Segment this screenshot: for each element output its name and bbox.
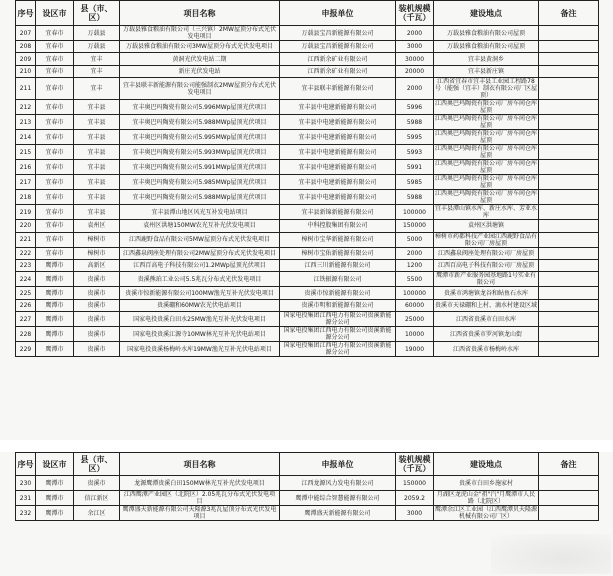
table-cell: 224: [16, 272, 36, 287]
table-cell: 江西鹰潭产业园区（北院区）2.05兆瓦分布式光伏发电项目: [120, 491, 280, 506]
header-cell: 县（市、区）: [74, 1, 120, 26]
table-cell: [539, 272, 599, 287]
table-cell: 宜丰县中电建新能源有限公司: [280, 130, 396, 145]
table-cell: 江西三川新能源有限公司: [280, 259, 396, 271]
table-cell: 万载县宝昌新能源有限公司: [280, 41, 396, 53]
table-cell: 江西奥巴玛陶瓷有限公司厂房车间仓库屋顶: [435, 115, 538, 130]
table-row: [16, 272, 599, 287]
table-cell: 鹰潭市新产业服务园基地路1号实业有限公司: [434, 272, 539, 287]
table-cell: 贵溪市: [74, 287, 120, 299]
table-cell: 宜春市: [36, 78, 74, 100]
table-cell: [539, 259, 599, 271]
table-cell: 袁州区: [74, 220, 120, 232]
table-cell: 宜丰县中电建新能源有限公司: [280, 145, 396, 160]
table-row: [16, 41, 599, 53]
table-cell: 宜春市: [36, 160, 74, 175]
table-cell: 宜丰: [74, 53, 120, 65]
table-cell: 江西奥巴玛陶瓷有限公司厂房车间仓库屋顶: [435, 175, 538, 190]
table-cell: 150000: [396, 476, 434, 491]
table-cell: 宜春市: [36, 115, 74, 130]
table-cell: 宜丰奥巴玛陶瓷有限公司5.991MWp屋顶光伏项目: [120, 160, 280, 175]
table-cell: 宜丰县中电建新能源有限公司: [280, 100, 396, 115]
table-cell: 30000: [396, 53, 434, 65]
table-row: [16, 247, 599, 259]
table-cell: 宜春市: [36, 145, 74, 160]
table-cell: 5988: [396, 115, 434, 130]
table-cell: 鹰潭盛天新能源有限公司: [280, 506, 396, 521]
table-cell: 龙源鹰潭贵溪白田150MW林光互补光伏发电项目: [120, 476, 280, 491]
table-cell: 宜丰: [74, 78, 120, 100]
table-cell: [539, 476, 599, 491]
table-cell: 江西百高电子科技有限公司1.2MWp屋顶光伏项目: [120, 259, 280, 271]
table-cell: 225: [16, 287, 36, 299]
table-cell: 贵溪市: [74, 272, 120, 287]
table-cell: 樟树市: [74, 232, 120, 247]
table-cell: 211: [16, 78, 36, 100]
table-row: [16, 78, 599, 100]
table-cell: 宜丰县新锦新能源有限公司: [280, 205, 396, 220]
table-cell: 贵溪市明和新能源有限公司: [280, 299, 396, 311]
table-cell: 19000: [396, 342, 434, 357]
table-cell: 宜丰县联丰新能源有限公司能强制衣2MW屋顶分布式光伏发电项目: [120, 78, 280, 100]
table-cell: 宜丰县潭山镇水库、新庄水库、芳亚水库: [435, 205, 538, 220]
table-cell: 宜丰县黄洞乡: [434, 53, 539, 65]
header-cell: 建设地点: [434, 1, 539, 26]
table-cell: 贵溪市惊新能源有限公司: [280, 287, 396, 299]
table-cell: [539, 342, 599, 357]
table-cell: 宜丰奥巴玛陶瓷有限公司5.996MWp屋顶光伏项目: [120, 100, 280, 115]
table-cell: 万载县宝昌新能源有限公司: [280, 26, 396, 41]
header-cell: 序号: [16, 453, 36, 476]
table-cell: 2000: [396, 247, 434, 259]
table-cell: 樟树市: [74, 247, 120, 259]
table-cell: [539, 53, 599, 65]
table-cell: 袁州区洪塘镇: [434, 220, 539, 232]
table-cell: [539, 232, 599, 247]
table-cell: 220: [16, 220, 36, 232]
table-cell: 月湖区龙虎山金"祖"汽"月鹰潭市人民路（北院区）: [434, 491, 539, 506]
table-cell: 江西新余矿业有限公司: [280, 65, 396, 77]
table-cell: 江西省宜春市宜丰县工业园工程路78号（能强（宜丰）制衣有限公司厂区屋顶）: [435, 78, 538, 100]
table-cell: 2059.2: [396, 491, 434, 506]
table-header-row: [16, 1, 599, 26]
table-cell: 宜春市: [36, 130, 74, 145]
table-cell: 宜丰奥巴玛陶瓷有限公司5.995MWp屋顶光伏项目: [120, 130, 280, 145]
table-cell: 宜春市: [36, 247, 74, 259]
table-cell: 江西省贵溪市白田水库: [434, 312, 539, 327]
table-row: [16, 130, 599, 145]
table-cell: 宜春市: [36, 232, 74, 247]
table-cell: 223: [16, 259, 36, 271]
table-cell: 宜丰县: [74, 190, 120, 205]
table-cell: 万载县雅食粮油有限公司屋顶: [434, 26, 539, 41]
table-cell: 2000: [396, 78, 434, 100]
table-row: [16, 312, 599, 327]
table-cell: [539, 175, 599, 190]
table-cell: 宜丰县中电建新能源有限公司: [280, 175, 396, 190]
table-cell: 227: [16, 312, 36, 327]
table-cell: 鹰潭市: [36, 476, 74, 491]
table-row: [16, 205, 599, 220]
table-cell: 国家电投集团江西电力有限公司贵溪新能源分公司: [280, 327, 396, 342]
table-cell: 5988: [396, 190, 434, 205]
header-cell: 设区市: [36, 1, 74, 26]
table-cell: 鹰潭市: [36, 272, 74, 287]
table-cell: 215: [16, 145, 36, 160]
table-cell: 2000: [396, 26, 434, 41]
table-cell: 江铁振源有限公司: [280, 272, 396, 287]
table-cell: 宜春市: [36, 65, 74, 77]
table-row: [16, 232, 599, 247]
table-cell: [539, 247, 599, 259]
table-cell: 信江新区: [74, 491, 120, 506]
header-cell: 备注: [539, 453, 599, 476]
table-cell: 江西新余矿业有限公司: [280, 53, 396, 65]
table-cell: 宜丰县: [74, 160, 120, 175]
header-cell: 建设地点: [434, 453, 539, 476]
header-cell: 设区市: [36, 453, 74, 476]
table-cell: [539, 78, 599, 100]
table-row: [16, 287, 599, 299]
table-row: [16, 115, 599, 130]
table-cell: 宜春市: [36, 190, 74, 205]
table-cell: 鹰潭余江区工业园（江西鹰潭贝天隆源机械有限公司厂区）: [435, 506, 538, 520]
header-cell: 装机规模（千瓦）: [396, 1, 434, 26]
table-cell: 232: [16, 506, 36, 521]
table-cell: 江西奥巴玛陶瓷有限公司厂房车间仓库屋顶: [435, 145, 538, 160]
table-cell: 宜丰县中电建新能源有限公司: [280, 190, 396, 205]
table-cell: 222: [16, 247, 36, 259]
table-cell: 国家电投贵溪白田水25MW渔光互补光伏发电项目: [120, 312, 280, 327]
table-cell: 3000: [396, 506, 434, 521]
table-cell: 鹰潭市: [36, 506, 74, 521]
table-cell: 樟树市药都科技产业园江西鹿野食品有限公司厂房屋顶: [435, 232, 538, 247]
table-row: [16, 506, 599, 521]
table-cell: 5000: [396, 232, 434, 247]
table-cell: [539, 190, 599, 205]
table-cell: [539, 26, 599, 41]
table-cell: 宜丰县: [74, 145, 120, 160]
table-cell: 5993: [396, 145, 434, 160]
table-row: [16, 299, 599, 311]
table-cell: [539, 312, 599, 327]
table-row: [16, 53, 599, 65]
header-cell: 项目名称: [120, 453, 280, 476]
table-cell: 江西龙源风力发电有限公司: [280, 476, 396, 491]
table-cell: 贵溪市: [74, 342, 120, 357]
table-cell: 江西省贵溪市杨梅岭水库: [434, 342, 539, 357]
table-cell: [539, 506, 599, 521]
table-cell: 212: [16, 100, 36, 115]
table-cell: 210: [16, 65, 36, 77]
table-cell: 228: [16, 327, 36, 342]
header-cell: 序号: [16, 1, 36, 26]
table-cell: 宜春市: [36, 220, 74, 232]
table-cell: 5991: [396, 160, 434, 175]
table-row: [16, 220, 599, 232]
table-cell: 鹰潭市: [36, 327, 74, 342]
table-cell: 余江区: [74, 506, 120, 521]
table-cell: [539, 327, 599, 342]
header-cell: 县（市、区）: [74, 453, 120, 476]
table-cell: 贵溪市: [74, 312, 120, 327]
table-cell: 218: [16, 190, 36, 205]
table-row: [16, 65, 599, 77]
table-cell: 万载县: [74, 26, 120, 41]
table-cell: 万载县雅食粮油有限公司屋顶: [434, 41, 539, 53]
table-cell: 江西奥巴玛陶瓷有限公司厂房车间仓库屋顶: [435, 130, 538, 145]
table-cell: [539, 205, 599, 220]
table-cell: 国家电投贵溪杨梅岭水库19MW渔光互补光伏电站项目: [120, 342, 280, 357]
table-cell: [539, 491, 599, 506]
table-cell: 229: [16, 342, 36, 357]
table-cell: 宜丰县中电建新能源有限公司: [280, 115, 396, 130]
table-cell: 贵溪市白田乡施家村: [434, 476, 539, 491]
table-cell: 国家电投贵溪江源寺10MW林光互补光伏电站项目: [120, 327, 280, 342]
table-cell: 5500: [396, 272, 434, 287]
table-cell: 宜丰县: [74, 205, 120, 220]
table-row: [16, 491, 599, 506]
table-cell: 贵溪市: [74, 299, 120, 311]
table-cell: [539, 160, 599, 175]
table-cell: 鹰潭市: [36, 299, 74, 311]
table-cell: 60000: [396, 299, 434, 311]
table-cell: [539, 115, 599, 130]
table-cell: 樟树市宝佑新能源有限公司: [280, 247, 396, 259]
table-cell: 宜丰县: [74, 115, 120, 130]
table-cell: [539, 65, 599, 77]
table-row: [16, 476, 599, 491]
table-header-row: [16, 453, 599, 476]
table-cell: 100000: [396, 287, 434, 299]
project-table-lower: [15, 452, 599, 521]
table-cell: 226: [16, 299, 36, 311]
table-cell: 江西鑫泉阀座处理有限公司厂房屋顶: [434, 247, 539, 259]
table-cell: 樟树市宝华新能源有限公司: [280, 232, 396, 247]
header-cell: 申报单位: [280, 1, 396, 26]
table-cell: 217: [16, 175, 36, 190]
table-cell: 100000: [396, 205, 434, 220]
table-cell: 230: [16, 476, 36, 491]
header-cell: 项目名称: [120, 1, 280, 26]
page-gap: [0, 440, 613, 452]
table-cell: 国家电投集团江西电力有限公司贵溪新能源分公司: [280, 342, 396, 357]
table-cell: 鹰潭市: [36, 259, 74, 271]
table-cell: 宜春市: [36, 205, 74, 220]
table-cell: 鹰潭中能综合智慧能源有限公司: [280, 491, 396, 506]
table-cell: 150000: [396, 220, 434, 232]
table-cell: 宜丰县潭山地区风光互补发电站项目: [120, 205, 280, 220]
table-cell: 高新区: [74, 259, 120, 271]
table-cell: [539, 220, 599, 232]
table-row: [16, 145, 599, 160]
table-cell: 贵溪市: [74, 327, 120, 342]
table-cell: 鹰潭市: [36, 312, 74, 327]
table-cell: 万载县雅食粮油有限公司3MW屋顶分布式光伏发电项目: [120, 41, 280, 53]
table-cell: 江西奥巴玛陶瓷有限公司厂房车间仓库屋顶: [435, 190, 538, 205]
table-cell: [539, 299, 599, 311]
table-cell: 鹰潭盛天新能源有限公司天隆源3兆瓦屋顶分布式光伏发电项目: [120, 506, 280, 521]
table-cell: 宜丰奥巴玛陶瓷有限公司5.988MWp屋顶光伏项目: [120, 115, 280, 130]
table-cell: 宜丰奥巴玛陶瓷有限公司5.993MWp屋顶光伏项目: [120, 145, 280, 160]
table-cell: 1200: [396, 259, 434, 271]
table-row: [16, 342, 599, 357]
table-cell: 25000: [396, 312, 434, 327]
table-cell: 江西百高电子科技有限公司厂房屋顶: [434, 259, 539, 271]
table-row: [16, 26, 599, 41]
table-cell: 213: [16, 115, 36, 130]
header-cell: 装机规模（千瓦）: [396, 453, 434, 476]
table-row: [16, 100, 599, 115]
table-cell: 宜春市: [36, 100, 74, 115]
table-cell: 231: [16, 491, 36, 506]
table-cell: 贵溪硼和60MW农光伏电站项目: [120, 299, 280, 311]
table-cell: 鹰潭市: [36, 342, 74, 357]
table-cell: 中科控股集团有限公司: [280, 220, 396, 232]
table-cell: 宜丰县联丰新能源有限公司: [280, 78, 396, 100]
table-cell: 宜丰奥巴玛陶瓷有限公司5.988MWp屋顶光伏项目: [120, 190, 280, 205]
table-cell: 江西鹿野食品有限公司5MW屋顶分布式光伏发电项目: [120, 232, 280, 247]
table-cell: 鹰潭市: [36, 287, 74, 299]
table-cell: 万载县: [74, 41, 120, 53]
table-cell: 万载县雅食粮油有限公司（三兴镇）2MW屋顶分布式光伏发电项目: [120, 26, 280, 41]
table-cell: 贵溪市鸿塘镇龙谷和鲇鱼石水库: [434, 287, 539, 299]
table-cell: 208: [16, 41, 36, 53]
seal-mark: [491, 534, 611, 574]
table-cell: 宜春市: [36, 41, 74, 53]
table-cell: 贵溪熊珀工业公司5.5兆瓦分布式光伏发电项目: [120, 272, 280, 287]
table-cell: 宜春市: [36, 53, 74, 65]
table-cell: 207: [16, 26, 36, 41]
table-cell: 宜春市: [36, 175, 74, 190]
table-cell: 216: [16, 160, 36, 175]
table-cell: 宜丰县: [74, 100, 120, 115]
table-cell: 10000: [396, 327, 434, 342]
table-cell: 袁州区洪塘150MW农光互补光伏发电项目: [120, 220, 280, 232]
table-cell: 贵溪市惊新能源有限公司100MW渔光互补光伏发电项目: [120, 287, 280, 299]
table-row: [16, 175, 599, 190]
table-cell: 219: [16, 205, 36, 220]
table-row: [16, 327, 599, 342]
table-cell: [539, 100, 599, 115]
table-cell: 江西省贵溪市罗河镇龙山街: [434, 327, 539, 342]
table-cell: 宜丰: [74, 65, 120, 77]
table-cell: [539, 130, 599, 145]
header-cell: 申报单位: [280, 453, 396, 476]
table-cell: 国家电投集团江西电力有限公司贵溪新能源分公司: [280, 312, 396, 327]
table-cell: 214: [16, 130, 36, 145]
table-cell: 鹰潭市: [36, 491, 74, 506]
table-cell: 新庄光伏发电站: [120, 65, 280, 77]
table-cell: 宜春市: [36, 26, 74, 41]
header-cell: 备注: [539, 1, 599, 26]
table-cell: 江西奥巴玛陶瓷有限公司厂房车间仓库屋顶: [435, 100, 538, 115]
table-cell: 江西奥巴玛陶瓷有限公司厂房车间仓库屋顶: [435, 160, 538, 175]
table-cell: 宜丰县: [74, 175, 120, 190]
table-cell: 5985: [396, 175, 434, 190]
table-cell: 贵溪市天禄硼和上村、滴水村建设区域: [434, 299, 539, 311]
table-cell: 20000: [396, 65, 434, 77]
table-cell: 209: [16, 53, 36, 65]
table-cell: 宜丰县中电建新能源有限公司: [280, 160, 396, 175]
project-table-upper: [15, 0, 599, 357]
table-cell: 宜丰县: [74, 130, 120, 145]
table-cell: 江西鑫泉阀座处理有限公司2MW屋顶分布式光伏发电项目: [120, 247, 280, 259]
table-cell: [539, 145, 599, 160]
table-row: [16, 160, 599, 175]
table-cell: [539, 41, 599, 53]
table-row: [16, 259, 599, 271]
table-cell: 5996: [396, 100, 434, 115]
table-cell: 黄洞光伏发电站二期: [120, 53, 280, 65]
table-cell: [539, 287, 599, 299]
table-cell: 贵溪市: [74, 476, 120, 491]
table-cell: 宜丰奥巴玛陶瓷有限公司5.985MWp屋顶光伏项目: [120, 175, 280, 190]
table-cell: 3000: [396, 41, 434, 53]
table-row: [16, 190, 599, 205]
table-cell: 5995: [396, 130, 434, 145]
table-cell: 宜丰县新庄镇: [434, 65, 539, 77]
table-cell: 221: [16, 232, 36, 247]
